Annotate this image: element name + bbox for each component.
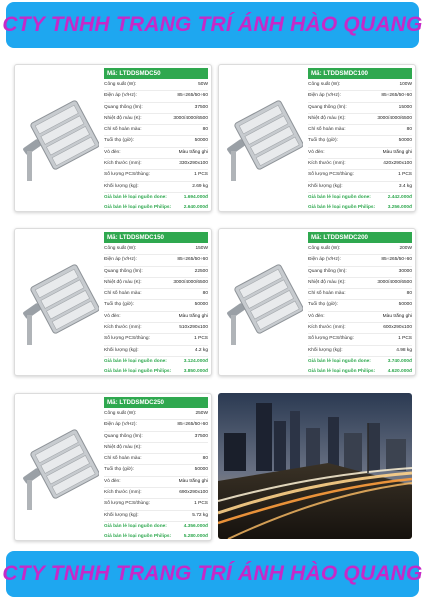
spec-label: Khối lượng (kg): — [308, 183, 343, 189]
spec-value: 30000 — [398, 268, 412, 274]
spec-row-color-temp — [308, 114, 412, 125]
spec-row-power — [104, 244, 208, 255]
spec-row-weight — [104, 511, 208, 522]
spec-value: 50000 — [194, 302, 208, 308]
spec-row-life — [308, 300, 412, 311]
spec-label: Số lượng PCS/thùng: — [104, 172, 150, 178]
price-label: Giá bán lẻ loại nguồn Philips: — [308, 205, 376, 211]
spec-label: Tuổi thọ (giờ): — [308, 302, 338, 308]
spec-value: 85÷265/50÷60 — [177, 257, 208, 263]
spec-label: Tuổi thọ (giờ): — [104, 138, 134, 144]
spec-row-power — [104, 409, 208, 420]
model-code: Mã: LTDDSMDC100 — [308, 68, 412, 79]
spec-value: 85÷265/50÷60 — [177, 422, 208, 428]
spec-value: 3000/4000/6500 — [173, 115, 208, 121]
spec-value: 3000/4000/6500 — [377, 115, 412, 121]
company-name: CTY TNHH TRANG TRÍ ÁNH HÀO QUANG — [2, 13, 423, 36]
spec-label: Quang thông (lm): — [308, 268, 347, 274]
spec-label: Số lượng PCS/thùng: — [104, 336, 150, 342]
spec-label: Kích thước (mm): — [104, 490, 142, 496]
product-card — [218, 228, 416, 376]
spec-value: 1 PCS — [194, 172, 208, 178]
spec-label: Khối lượng (kg): — [308, 347, 343, 353]
spec-label: Công suất (W): — [308, 82, 341, 87]
price-done — [104, 522, 208, 532]
spec-row-weight — [308, 346, 412, 357]
spec-row-voltage — [308, 255, 412, 266]
spec-value: 3000/4000/6500 — [377, 279, 412, 285]
spec-label: Chỉ số hoàn màu: — [104, 291, 142, 297]
spec-label: Khối lượng (kg): — [104, 512, 139, 518]
header-banner — [2, 2, 423, 48]
price-done — [308, 357, 412, 367]
spec-row-qty — [308, 170, 412, 181]
price-label: Giá bán lẻ loại nguồn done: — [104, 194, 167, 200]
spec-row-life — [104, 136, 208, 147]
spec-row-life — [104, 465, 208, 476]
spec-row-housing — [104, 148, 208, 159]
price-philips — [104, 532, 208, 542]
spec-label: Điện áp (V/Hz): — [104, 93, 137, 99]
spec-table — [104, 397, 208, 543]
spec-row-cri — [308, 125, 412, 136]
spec-row-housing — [308, 312, 412, 323]
product-card — [218, 64, 416, 212]
spec-value: 100W — [399, 82, 412, 87]
spec-label: Khối lượng (kg): — [104, 347, 139, 353]
price-value: 3.256.000đ — [387, 205, 412, 211]
spec-value: 1 PCS — [194, 501, 208, 507]
spec-row-voltage — [308, 91, 412, 102]
spec-label: Khối lượng (kg): — [104, 183, 139, 189]
spec-row-lumen — [104, 432, 208, 443]
spec-label: Tuổi thọ (giờ): — [308, 138, 338, 144]
spec-value: 690x290x100 — [179, 490, 208, 496]
product-image — [21, 424, 99, 514]
spec-value: 50000 — [398, 138, 412, 144]
spec-value: 50W — [198, 82, 208, 87]
spec-row-housing — [104, 312, 208, 323]
price-label: Giá bán lẻ loại nguồn done: — [104, 523, 167, 529]
spec-row-life — [308, 136, 412, 147]
price-value: 3.124.000đ — [183, 358, 208, 364]
spec-row-housing — [104, 477, 208, 488]
spec-value: Màu trắng ghi — [178, 149, 208, 155]
spec-label: Vỏ đèn: — [104, 313, 121, 319]
spec-row-lumen — [104, 103, 208, 114]
led-street-light-icon — [225, 95, 303, 185]
spec-row-color-temp — [308, 278, 412, 289]
spec-row-lumen — [308, 267, 412, 278]
spec-label: Nhiệt độ màu (K): — [104, 279, 142, 285]
spec-row-size — [308, 159, 412, 170]
product-image — [225, 95, 303, 185]
spec-label: Công suất (W): — [308, 246, 341, 251]
product-card — [14, 393, 212, 541]
spec-table — [104, 232, 208, 378]
spec-row-lumen — [308, 103, 412, 114]
spec-value: Màu trắng ghi — [382, 149, 412, 155]
spec-label: Kích thước (mm): — [104, 161, 142, 167]
spec-row-size — [104, 323, 208, 334]
spec-row-housing — [308, 148, 412, 159]
spec-row-qty — [308, 334, 412, 345]
spec-label: Chỉ số hoàn màu: — [308, 291, 346, 297]
spec-table — [308, 68, 412, 214]
spec-value: 80 — [202, 127, 208, 133]
spec-value: 2.69 kg — [192, 183, 208, 189]
spec-value: 200W — [399, 246, 412, 251]
price-label: Giá bán lẻ loại nguồn done: — [308, 194, 371, 200]
spec-label: Nhiệt độ màu (K): — [308, 115, 346, 121]
spec-row-qty — [104, 170, 208, 181]
spec-value: 85÷265/50÷60 — [381, 93, 412, 99]
price-value: 3.740.000đ — [387, 358, 412, 364]
spec-label: Điện áp (V/Hz): — [308, 93, 341, 99]
spec-label: Chỉ số hoàn màu: — [104, 456, 142, 462]
spec-value: 150W — [195, 246, 208, 251]
spec-label: Tuổi thọ (giờ): — [104, 467, 134, 473]
product-image — [21, 259, 99, 349]
spec-value: Màu trắng ghi — [178, 478, 208, 484]
spec-label: Vỏ đèn: — [104, 478, 121, 484]
spec-label: Điện áp (V/Hz): — [104, 422, 137, 428]
price-label: Giá bán lẻ loại nguồn Philips: — [308, 369, 376, 375]
spec-value: 4.2 kg — [194, 347, 208, 353]
spec-label: Kích thước (mm): — [104, 325, 142, 331]
spec-row-cri — [104, 289, 208, 300]
led-street-light-icon — [21, 95, 99, 185]
spec-row-weight — [308, 182, 412, 193]
spec-row-qty — [104, 499, 208, 510]
spec-label: Vỏ đèn: — [104, 149, 121, 155]
price-value: 2.640.000đ — [183, 205, 208, 211]
spec-value: 22500 — [194, 268, 208, 274]
spec-value: 15000 — [398, 104, 412, 110]
spec-label: Quang thông (lm): — [104, 104, 143, 110]
price-value: 1.694.000đ — [183, 194, 208, 200]
spec-label: Kích thước (mm): — [308, 161, 346, 167]
spec-value: 80 — [202, 456, 208, 462]
price-philips — [104, 367, 208, 377]
spec-label: Công suất (W): — [104, 411, 137, 416]
spec-row-color-temp — [104, 114, 208, 125]
spec-value: 330x290x100 — [179, 161, 208, 167]
spec-value: 85÷265/50÷60 — [381, 257, 412, 263]
spec-table — [308, 232, 412, 378]
spec-value: 3000/4000/6500 — [173, 279, 208, 285]
spec-label: Điện áp (V/Hz): — [104, 257, 137, 263]
spec-row-power — [308, 80, 412, 91]
price-done — [308, 193, 412, 203]
model-code: Mã: LTDDSMDC150 — [104, 232, 208, 243]
spec-value: 1 PCS — [194, 336, 208, 342]
price-done — [104, 193, 208, 203]
spec-row-lumen — [104, 267, 208, 278]
spec-value: 510x290x100 — [179, 325, 208, 331]
price-value: 3.850.000đ — [183, 369, 208, 375]
spec-row-voltage — [104, 255, 208, 266]
led-street-light-icon — [225, 259, 303, 349]
price-label: Giá bán lẻ loại nguồn Philips: — [104, 534, 172, 540]
spec-value: 50000 — [194, 467, 208, 473]
price-label: Giá bán lẻ loại nguồn Philips: — [104, 369, 172, 375]
price-done — [104, 357, 208, 367]
spec-value: 50000 — [194, 138, 208, 144]
spec-row-power — [104, 80, 208, 91]
spec-value: Màu trắng ghi — [178, 313, 208, 319]
spec-label: Điện áp (V/Hz): — [308, 257, 341, 263]
spec-label: Nhiệt độ màu (K): — [308, 279, 346, 285]
spec-row-weight — [104, 182, 208, 193]
spec-value: 50000 — [398, 302, 412, 308]
spec-value: Màu trắng ghi — [382, 313, 412, 319]
spec-label: Nhiệt độ màu (K): — [104, 115, 142, 121]
spec-row-color-temp — [104, 443, 208, 454]
model-code: Mã: LTDDSMDC250 — [104, 397, 208, 408]
price-value: 4.356.000đ — [183, 523, 208, 529]
spec-row-power — [308, 244, 412, 255]
price-philips — [104, 203, 208, 213]
spec-row-size — [308, 323, 412, 334]
spec-value: 5.72 kg — [192, 512, 208, 518]
spec-value: 80 — [406, 291, 412, 297]
city-highway-photo — [218, 393, 412, 539]
spec-label: Chỉ số hoàn màu: — [308, 127, 346, 133]
price-philips — [308, 367, 412, 377]
product-card — [14, 228, 212, 376]
spec-row-qty — [104, 334, 208, 345]
spec-label: Quang thông (lm): — [104, 433, 143, 439]
spec-label: Số lượng PCS/thùng: — [308, 336, 354, 342]
spec-label: Vỏ đèn: — [308, 149, 325, 155]
spec-value: 4.98 kg — [396, 347, 412, 353]
spec-label: Công suất (W): — [104, 246, 137, 251]
spec-value: 85÷265/50÷60 — [177, 93, 208, 99]
spec-label: Vỏ đèn: — [308, 313, 325, 319]
spec-value: 37500 — [194, 104, 208, 110]
spec-value: 80 — [406, 127, 412, 133]
spec-value: 80 — [202, 291, 208, 297]
footer-banner — [2, 551, 423, 597]
led-street-light-icon — [21, 424, 99, 514]
spec-row-cri — [104, 454, 208, 465]
spec-value: 1 PCS — [398, 172, 412, 178]
spec-label: Quang thông (lm): — [308, 104, 347, 110]
spec-row-weight — [104, 346, 208, 357]
spec-label: Chỉ số hoàn màu: — [104, 127, 142, 133]
model-code: Mã: LTDDSMDC50 — [104, 68, 208, 79]
spec-label: Kích thước (mm): — [308, 325, 346, 331]
product-image — [21, 95, 99, 185]
spec-row-cri — [104, 125, 208, 136]
spec-row-cri — [308, 289, 412, 300]
spec-row-size — [104, 159, 208, 170]
price-value: 4.620.000đ — [387, 369, 412, 375]
spec-row-life — [104, 300, 208, 311]
spec-row-voltage — [104, 420, 208, 431]
spec-label: Số lượng PCS/thùng: — [308, 172, 354, 178]
spec-value: 600x290x100 — [383, 325, 412, 331]
led-street-light-icon — [21, 259, 99, 349]
price-value: 5.280.000đ — [183, 534, 208, 540]
price-label: Giá bán lẻ loại nguồn Philips: — [104, 205, 172, 211]
spec-value: 37500 — [194, 433, 208, 439]
spec-row-color-temp — [104, 278, 208, 289]
price-value: 2.442.000đ — [387, 194, 412, 200]
spec-table — [104, 68, 208, 214]
spec-row-voltage — [104, 91, 208, 102]
spec-value: 250W — [195, 411, 208, 416]
spec-label: Số lượng PCS/thùng: — [104, 501, 150, 507]
spec-label: Công suất (W): — [104, 82, 137, 87]
company-name-footer: CTY TNHH TRANG TRÍ ÁNH HÀO QUANG — [2, 562, 423, 585]
product-card — [14, 64, 212, 212]
product-image — [225, 259, 303, 349]
price-label: Giá bán lẻ loại nguồn done: — [104, 358, 167, 364]
spec-value: 420x290x100 — [383, 161, 412, 167]
spec-value: 3.4 kg — [398, 183, 412, 189]
price-label: Giá bán lẻ loại nguồn done: — [308, 358, 371, 364]
spec-label: Nhiệt độ màu (K): — [104, 444, 142, 450]
spec-label: Tuổi thọ (giờ): — [104, 302, 134, 308]
price-philips — [308, 203, 412, 213]
spec-label: Quang thông (lm): — [104, 268, 143, 274]
spec-value: 1 PCS — [398, 336, 412, 342]
model-code: Mã: LTDDSMDC200 — [308, 232, 412, 243]
spec-row-size — [104, 488, 208, 499]
